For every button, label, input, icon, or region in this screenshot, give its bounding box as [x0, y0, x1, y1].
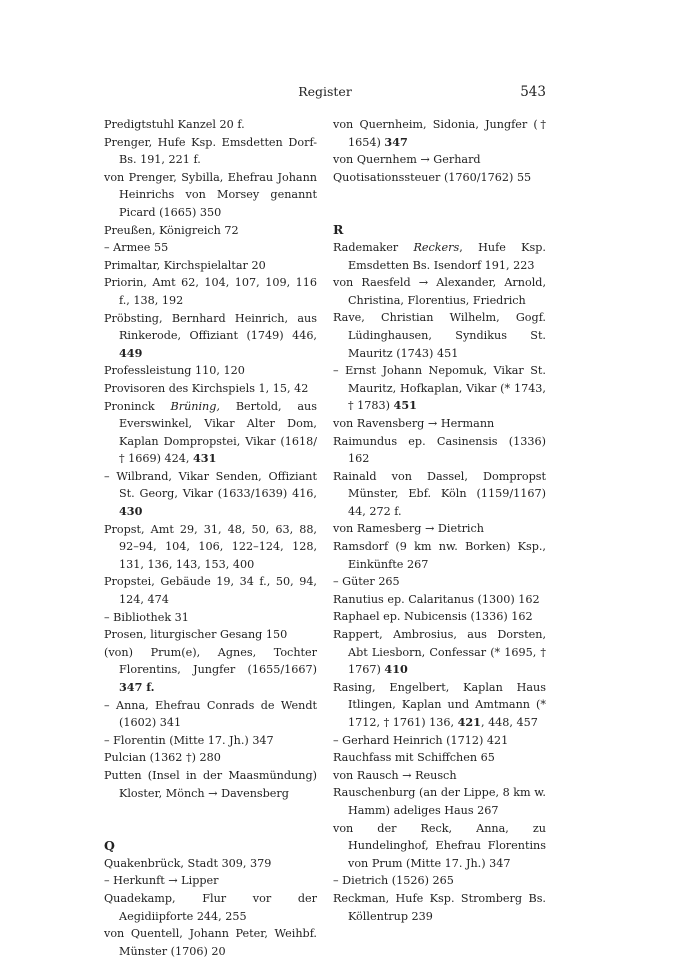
- index-entry: – Anna, Ehefrau Conrads de Wendt (1602) 341: [104, 698, 317, 730]
- index-entry: Rave, Christian Wilhelm, Gogf. Lüdinghausen, Syndikus St. Mauritz (1743) 451: [333, 311, 546, 360]
- entry-text: (von) Prum(e), Agnes, Tochter Florentins, Jungfer (1655/1667): [104, 645, 317, 677]
- index-entry: Priorin, Amt 62, 104, 107, 109, 116 f., 138, 192: [104, 276, 317, 307]
- index-entry: Rauschenburg (an der Lippe, 8 km w. Hamm) adeliges Haus 267: [333, 786, 546, 817]
- entry-text: Rappert, Ambrosius, aus Dorsten, Abt Liesborn, Confessar (* 1695, † 1767): [333, 628, 546, 677]
- index-entry: [104, 644, 317, 697]
- index-entry: von Ravensberg → Hermann: [333, 416, 495, 430]
- index-entry: Pulcian (1362 †) 280: [104, 751, 221, 765]
- index-entry: – Dietrich (1526) 265: [333, 874, 454, 888]
- index-entry: von Ramesberg → Dietrich: [333, 522, 484, 536]
- bold-page-ref: 430: [119, 504, 143, 519]
- index-entry: [333, 626, 546, 679]
- index-entry: von der Reck, Anna, zu Hundelinghof, Ehefrau Florentins von Prum (Mitte 17. Jh.) 347: [333, 821, 546, 870]
- running-head: [104, 84, 546, 104]
- index-entry: – Armee 55: [104, 241, 169, 255]
- entry-text: – Wilbrand, Vikar Senden, Offiziant St. Georg, Vikar (1633/1639) 416,: [104, 469, 317, 501]
- index-entry: Prenger, Hufe Ksp. Emsdetten Dorf-Bs. 191, 221 f.: [104, 135, 317, 167]
- index-entry: Ramsdorf (9 km nw. Borken) Ksp., Einkünfte 267: [333, 540, 546, 571]
- index-entry: Raphael ep. Nubicensis (1336) 162: [333, 610, 533, 624]
- index-entry: Putten (Insel in der Maasmündung) Kloster, Mönch → Davensberg: [104, 768, 317, 800]
- index-entry: Prosen, liturgischer Gesang 150: [104, 628, 288, 642]
- index-entry: – Gerhard Heinrich (1712) 421: [333, 733, 509, 747]
- index-entry: Preußen, Königreich 72: [104, 223, 239, 237]
- index-entry: Rainald von Dassel, Dompropst Münster, Ebf. Köln (1159/1167) 44, 272 f.: [333, 469, 546, 518]
- index-entry: Professleistung 110, 120: [104, 364, 245, 378]
- index-entry: Quotisationssteuer (1760/1762) 55: [333, 170, 532, 184]
- entry-text: – Ernst Johann Nepomuk, Vikar St. Mauritz, Hofkaplan, Vikar (* 1743, † 1783): [333, 364, 546, 413]
- index-entry: – Florentin (Mitte 17. Jh.) 347: [104, 733, 274, 747]
- index-entry: Provisoren des Kirchspiels 1, 15, 42: [104, 381, 309, 395]
- index-entry: von Quernhem → Gerhard: [333, 153, 481, 167]
- index-entry: – Güter 265: [333, 575, 400, 589]
- index-entry: von Prenger, Sybilla, Ehefrau Johann Heinrichs von Morsey genannt Picard (1665) 350: [104, 170, 317, 219]
- index-entry: – Bibliothek 31: [104, 610, 189, 624]
- index-entry: [333, 116, 546, 151]
- bold-page-ref: 410: [384, 662, 408, 677]
- index-entry: Reckman, Hufe Ksp. Stromberg Bs. Köllentrup 239: [333, 891, 546, 923]
- bold-page-ref: 421: [457, 715, 481, 729]
- index-entry: [104, 398, 317, 468]
- index-entry: Propst, Amt 29, 31, 48, 50, 63, 88, 92–94, 104, 106, 122–124, 128, 131, 136, 143, 153, 400: [104, 522, 317, 571]
- index-entry: von Rausch → Reusch: [333, 768, 457, 782]
- entry-text: Bertold, aus Everswinkel, Vikar Alter Dom, Kaplan Dompropstei, Vikar (1618/† 1669) 424,: [119, 399, 318, 466]
- entry-text: Proninck: [104, 399, 171, 413]
- bold-page-ref: 347: [384, 134, 408, 149]
- index-entry: Quakenbrück, Stadt 309, 379: [104, 856, 272, 870]
- index-entry: von Raesfeld → Alexander, Arnold, Christina, Florentius, Friedrich: [333, 276, 546, 307]
- bold-page-ref: 347 f.: [119, 680, 155, 694]
- entry-text: , Hufe Ksp. Emsdetten Bs. Isendorf 191, 223: [348, 240, 546, 272]
- index-entry: [333, 679, 546, 732]
- page-number: 543: [520, 84, 546, 100]
- section-letter: Q: [104, 838, 115, 854]
- entry-text: von Quernheim, Sidonia, Jungfer († 1654): [333, 118, 546, 149]
- index-entry: Propstei, Gebäude 19, 34 f., 50, 94, 124, 474: [104, 575, 317, 607]
- section-letter: R: [333, 222, 344, 238]
- index-column-left: [104, 116, 317, 960]
- index-column-right: [333, 116, 546, 925]
- index-entry: – Herkunft → Lipper: [104, 874, 219, 888]
- bold-page-ref: 449: [119, 345, 143, 360]
- italic-name: Reckers: [413, 240, 460, 254]
- entry-text: Pröbsting, Bernhard Heinrich, aus Rinkerode, Offiziant (1749) 446,: [104, 311, 317, 343]
- index-entry: Quadekamp, Flur vor der Aegidiipforte 244, 255: [104, 891, 317, 923]
- index-entry: [333, 239, 546, 274]
- bold-page-ref: 451: [393, 398, 417, 413]
- index-entry: [104, 468, 317, 521]
- entry-text: , 448, 457: [480, 716, 538, 729]
- index-entry: [333, 362, 546, 415]
- entry-text: Rasing, Engelbert, Kaplan Haus Itlingen, Kaplan und Amtmann (* 1712, † 1761) 136,: [333, 680, 546, 729]
- index-entry: [104, 310, 317, 363]
- index-entry: Ranutius ep. Calaritanus (1300) 162: [333, 592, 540, 606]
- index-entry: Predigtstuhl Kanzel 20 f.: [104, 118, 245, 131]
- index-entry: Rauchfass mit Schiffchen 65: [333, 751, 495, 765]
- bold-page-ref: 431: [193, 451, 217, 466]
- index-entry: Primaltar, Kirchspielaltar 20: [104, 258, 266, 272]
- italic-name: Brüning,: [170, 399, 220, 413]
- entry-text: Rademaker: [333, 240, 414, 254]
- index-entry: Raimundus ep. Casinensis (1336) 162: [333, 434, 546, 466]
- running-title: Register: [298, 84, 352, 99]
- index-entry: von Quentell, Johann Peter, Weihbf. Münster (1706) 20: [104, 927, 317, 958]
